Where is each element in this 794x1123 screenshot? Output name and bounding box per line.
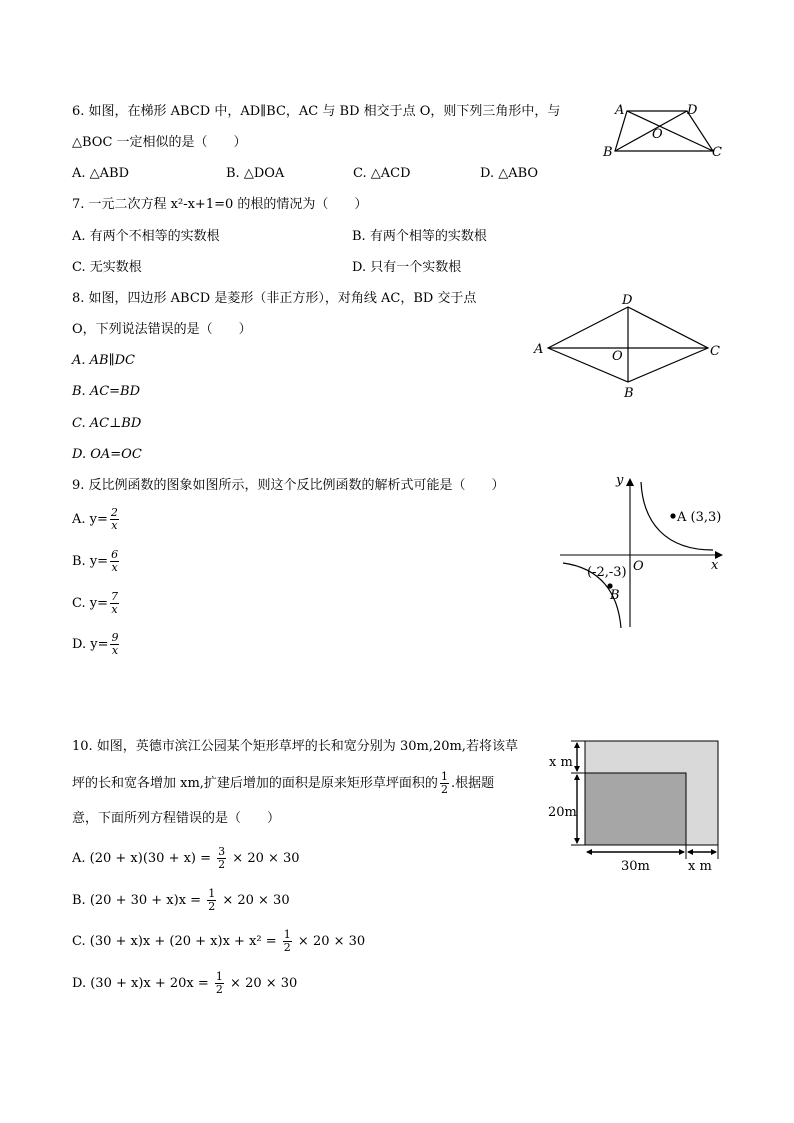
q10-option-a-frac (217, 846, 226, 871)
label-o: O (652, 127, 663, 142)
q9-option-c-num: 7 (111, 590, 118, 603)
q9-option-d-label: D. y= (72, 637, 109, 652)
q10-option-b-den: 2 (208, 900, 216, 913)
q9-option-c-den: x (111, 603, 118, 616)
q9-option-b-label: B. y= (72, 554, 109, 569)
q9-option-a-num: 2 (110, 506, 118, 519)
original-lawn (585, 773, 686, 845)
q10-option-a-post: × 20 × 30 (228, 851, 300, 866)
q10-stem-frac-den: 2 (440, 783, 448, 796)
label-a: A (3,3) (677, 510, 722, 525)
point-a (670, 513, 675, 518)
q10-option-b (72, 888, 290, 913)
q7-stem: 7. 一元二次方程 x²-x+1=0 的根的情况为（ ） (72, 197, 368, 212)
q9-option-c-frac (110, 591, 119, 616)
q6-option-b: B. △DOA (226, 166, 285, 181)
q9-option-c (72, 591, 121, 616)
label-a: A (534, 342, 544, 357)
label-b-coord: (-2,-3) (587, 565, 627, 580)
q9-option-d (72, 632, 121, 657)
label-o: O (633, 559, 644, 574)
q10-stem-line2-a: 坪的长和宽各增加 xm,扩建后增加的面积是原来矩形草坪面积的 (72, 776, 438, 791)
arrow-left-icon (687, 849, 693, 855)
arrow-right-icon (711, 849, 717, 855)
q10-option-a-pre: A. (20 + x)(30 + x) = (72, 851, 216, 866)
arrow-up-icon (574, 742, 580, 748)
q6-option-d: D. △ABO (480, 166, 539, 181)
q10-option-b-frac (207, 888, 216, 913)
q8-option-b: B. AC=BD (72, 384, 141, 399)
q9-option-a (72, 507, 121, 532)
q10-option-d-post: × 20 × 30 (225, 976, 298, 991)
arrow-right-icon (679, 849, 685, 855)
q8-option-c: C. AC⊥BD (72, 416, 142, 431)
q9-option-d-frac (110, 632, 119, 657)
q10-option-b-pre: B. (20 + 30 + x)x = (72, 893, 206, 908)
q10-option-c-den: 2 (283, 941, 291, 954)
q10-stem-frac (440, 771, 449, 796)
q10-option-d (72, 971, 297, 996)
label-d: D (622, 293, 633, 308)
q10-stem-frac-num: 1 (440, 770, 448, 783)
q9-option-b-den: x (111, 561, 118, 574)
q7-option-d: D. 只有一个实数根 (352, 260, 462, 275)
q10-option-c-num: 1 (283, 928, 291, 941)
q10-option-d-den: 2 (215, 983, 223, 996)
q7-option-b: B. 有两个相等的实数根 (352, 229, 487, 244)
label-o: O (612, 349, 623, 364)
q6-trapezoid-figure (595, 100, 725, 162)
q8-stem-line1: 8. 如图，四边形 ABCD 是菱形（非正方形），对角线 AC，BD 交于点 (72, 291, 477, 306)
label-a: A (615, 103, 625, 118)
label-b: B (610, 588, 620, 603)
trapezoid-shape (615, 111, 713, 151)
q10-option-a-num: 3 (218, 845, 226, 858)
y-axis-arrow-icon (626, 478, 634, 486)
q9-option-d-den: x (111, 644, 119, 657)
label-c: C (710, 344, 720, 359)
arrow-left-icon (586, 849, 592, 855)
q8-option-d: D. OA=OC (72, 447, 142, 462)
q9-option-a-label: A. y= (72, 512, 108, 527)
q10-option-a (72, 846, 300, 871)
q10-stem-line3: 意，下面所列方程错误的是（ ） (72, 811, 281, 826)
q10-option-a-den: 2 (218, 858, 226, 871)
label-y: y (616, 473, 624, 488)
q10-option-c-post: × 20 × 30 (293, 934, 366, 949)
q10-option-c (72, 929, 365, 954)
label-b: B (603, 145, 613, 160)
label-c: C (712, 145, 722, 160)
q9-option-a-den: x (111, 519, 118, 532)
label-30m: 30m (621, 859, 650, 874)
q6-stem-line1: 6. 如图，在梯形 ABCD 中，AD∥BC，AC 与 BD 相交于点 O，则下列三角形中，与 (72, 104, 561, 119)
q10-rectangle-figure (545, 735, 730, 875)
label-d: D (687, 103, 698, 118)
q9-hyperbola-figure (555, 472, 730, 632)
q6-option-c: C. △ACD (353, 166, 411, 181)
q9-option-c-label: C. y= (72, 596, 108, 611)
arrow-down-icon (574, 766, 580, 772)
q10-option-b-post: × 20 × 30 (218, 893, 290, 908)
label-b: B (624, 386, 634, 401)
q10-stem-line2-b: .根据题 (450, 776, 495, 791)
q10-stem-line1: 10. 如图，英德市滨江公园某个矩形草坪的长和宽分别为 30m,20m,若将该草 (72, 739, 518, 754)
q9-option-b-num: 6 (111, 548, 119, 561)
q9-option-a-frac (110, 507, 119, 532)
q10-option-d-frac (215, 971, 224, 996)
arrow-up-icon (574, 774, 580, 780)
q7-option-a: A. 有两个不相等的实数根 (72, 229, 220, 244)
q10-option-d-pre: D. (30 + x)x + 20x = (72, 976, 213, 991)
label-20m: 20m (548, 805, 577, 820)
q10-option-c-pre: C. (30 + x)x + (20 + x)x + x² = (72, 934, 281, 949)
q8-stem-line2: O，下列说法错误的是（ ） (72, 322, 252, 337)
label-x: x (711, 558, 719, 573)
q10-option-b-num: 1 (208, 887, 216, 900)
q8-rhombus-figure (528, 290, 728, 402)
q9-option-b-frac (110, 549, 119, 574)
q10-option-d-num: 1 (215, 970, 223, 983)
q8-option-a: A. AB∥DC (72, 353, 135, 368)
q6-stem-line2: △BOC 一定相似的是（ ） (72, 135, 247, 150)
q10-option-c-frac (283, 929, 292, 954)
arrow-down-icon (574, 838, 580, 844)
q9-option-b (72, 549, 121, 574)
q7-option-c: C. 无实数根 (72, 260, 142, 275)
label-xm-bottom: x m (688, 859, 712, 874)
q6-option-a: A. △ABD (72, 166, 130, 181)
label-xm-left: x m (549, 755, 573, 770)
q9-stem: 9. 反比例函数的图象如图所示，则这个反比例函数的解析式可能是（ ） (72, 478, 505, 493)
q9-option-d-num: 9 (111, 631, 119, 644)
q10-stem-line2 (72, 771, 494, 796)
